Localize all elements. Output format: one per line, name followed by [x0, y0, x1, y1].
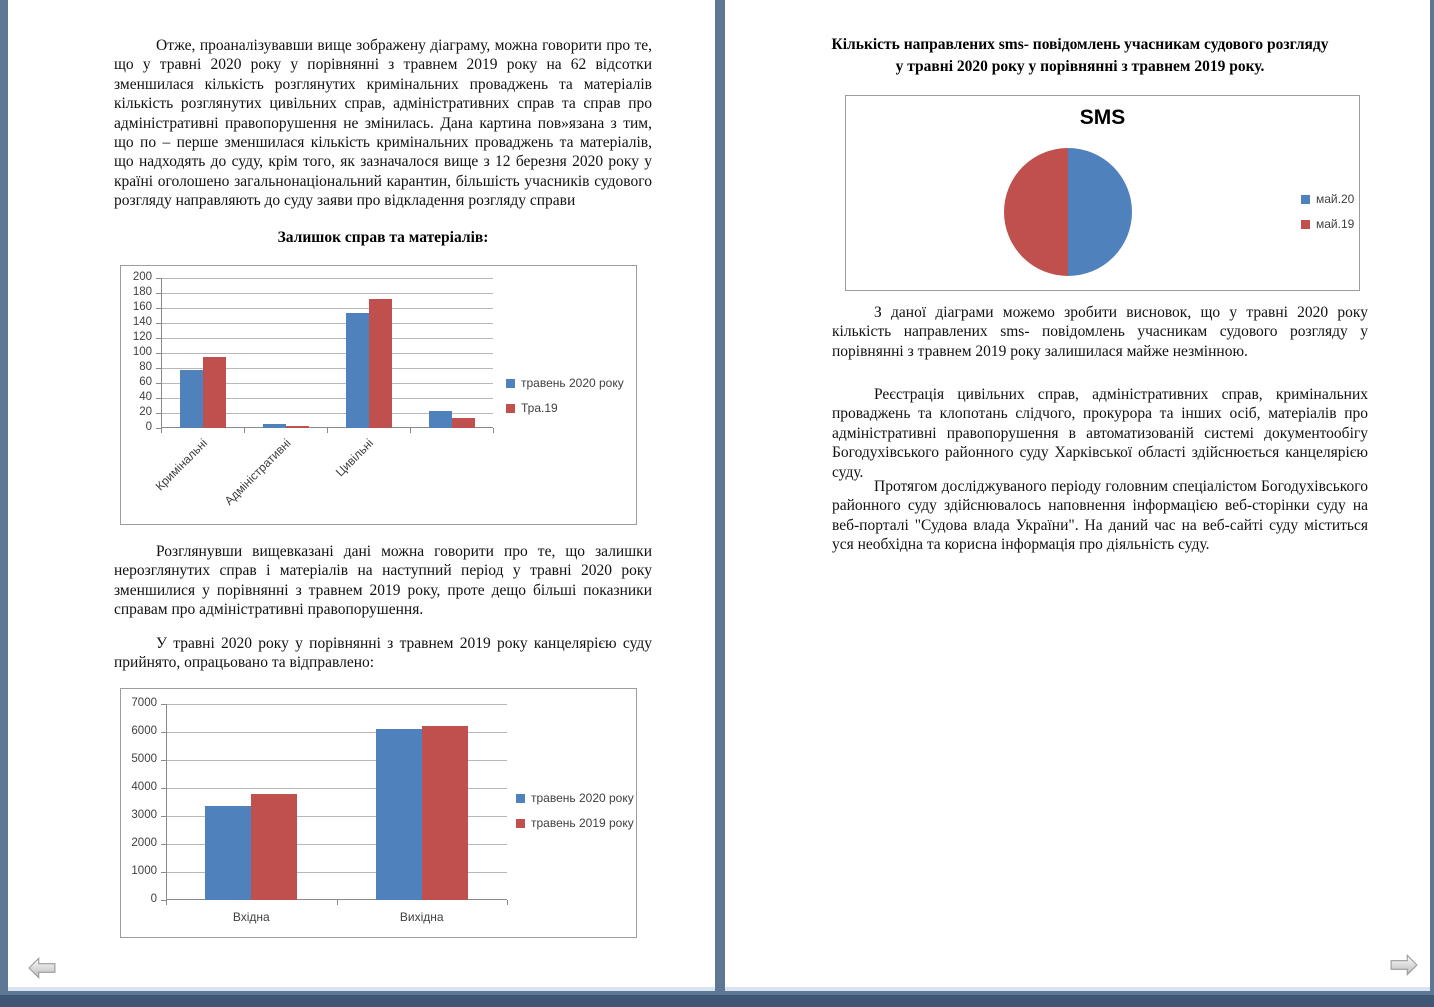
bar — [180, 370, 203, 429]
next-page-button[interactable] — [1390, 953, 1418, 977]
axis-tick — [244, 428, 245, 433]
legend-label: Тра.19 — [521, 401, 558, 415]
bar — [286, 426, 309, 428]
y-axis-label: 2000 — [131, 837, 157, 849]
legend-swatch — [1301, 220, 1310, 229]
legend-swatch — [506, 404, 515, 413]
bar-chart-cases-remainder — [120, 265, 637, 525]
legend-label: травень 2020 року — [531, 791, 634, 805]
paragraph-sms-conclusion: З даної діаграми можемо зробити висновок, що у травні 2020 року кількість направлених sms- повідомлень учасникам судового розгляду у порівнянні з травнем 2019 року залишилася майже незмінною. — [832, 304, 1368, 360]
bar — [422, 726, 468, 900]
paragraph-office-intro: У травні 2020 року у порівнянні з травнем 2019 року канцелярією суду прийнято, опрацьовано та відправлено: — [114, 635, 652, 672]
y-axis-label: 5000 — [131, 753, 157, 765]
bar — [369, 299, 392, 428]
y-axis-label: 3000 — [131, 809, 157, 821]
axis-tick — [410, 428, 411, 433]
legend-item — [1301, 192, 1354, 206]
y-axis-label: 6000 — [131, 725, 157, 737]
x-axis-label: Цивільні — [333, 436, 377, 480]
sms-heading-line1: Кількість направлених sms- повідомлень учасникам судового розгляду — [831, 36, 1329, 53]
x-axis-label: Вхідна — [232, 910, 270, 924]
y-axis-label: 60 — [139, 376, 152, 388]
legend-swatch — [506, 379, 515, 388]
x-axis-label: Кримінальні — [153, 436, 211, 494]
sms-heading-line2: у травні 2020 року у порівнянні з травнем 2019 року. — [895, 57, 1265, 75]
axis-tick — [166, 900, 167, 905]
y-axis-label: 40 — [139, 391, 152, 403]
y-axis-label: 0 — [150, 893, 157, 905]
pie-chart-sms — [845, 95, 1360, 291]
bar — [346, 313, 369, 429]
axis-tick — [161, 428, 162, 433]
y-axis-label: 160 — [132, 301, 152, 313]
bar — [205, 806, 251, 900]
y-axis-label: 0 — [145, 421, 152, 433]
legend-item — [516, 816, 634, 830]
y-axis-label: 120 — [132, 331, 152, 343]
y-axis-label: 200 — [132, 271, 152, 283]
legend-label: май.19 — [1316, 217, 1355, 231]
bar — [376, 729, 422, 900]
y-axis-label: 180 — [132, 286, 152, 298]
bar — [263, 424, 286, 428]
legend-item — [1301, 217, 1354, 231]
y-axis-label: 7000 — [131, 697, 157, 709]
legend-swatch — [516, 794, 525, 803]
legend-item — [516, 791, 634, 805]
y-axis-label: 1000 — [131, 865, 157, 877]
legend-label: травень 2020 року — [521, 376, 624, 390]
legend-swatch — [1301, 195, 1310, 204]
sms-heading — [810, 34, 1350, 77]
bar — [452, 418, 475, 429]
pie-circle — [1004, 148, 1132, 276]
legend — [1301, 192, 1354, 231]
y-axis-label: 20 — [139, 406, 152, 418]
legend-item — [506, 376, 624, 390]
y-axis-label: 4000 — [131, 781, 157, 793]
left-arrow-icon — [29, 958, 55, 977]
chart1-heading: Залишок справ та матеріалів: — [277, 229, 489, 246]
axis-tick — [327, 428, 328, 433]
legend-label: май.20 — [1316, 192, 1355, 206]
bar-chart-correspondence — [120, 688, 637, 938]
axis-tick — [507, 900, 508, 905]
right-arrow-icon — [1391, 955, 1417, 974]
bar — [251, 794, 297, 900]
chart-title: SMS — [1079, 106, 1126, 129]
legend — [506, 376, 624, 415]
paragraph-remainder-analysis: Розглянувши вищевказані дані можна говорити про те, що залишки нерозглянутих справ і матеріалів на наступний період у травні 2020 року зменшилися у порівнянні з травнем 2019 року, проте дещо більші показники справам про адміністративні правопорушення. — [114, 543, 652, 619]
previous-page-button[interactable] — [28, 956, 56, 980]
legend-item — [506, 401, 624, 415]
y-axis-label: 100 — [132, 346, 152, 358]
x-axis-label: Адміністративні — [221, 436, 294, 508]
window-bottom-bar — [0, 995, 1434, 1007]
bar — [203, 357, 226, 428]
page-right — [725, 0, 1430, 991]
paragraph-web-portal: Протягом досліджуваного періоду головним спеціалістом Богодухівського районного суду здійснювалось наповнення інформацією веб-сторінки суду на веб-порталі "Судова влада України". На даний час на веб-сайті суду міститься уся необхідна та корисна інформація про діяльність суду. — [832, 478, 1368, 554]
y-axis-label: 80 — [139, 361, 152, 373]
legend — [516, 791, 634, 830]
y-axis-label: 140 — [132, 316, 152, 328]
page-left — [8, 0, 715, 991]
axis-tick — [337, 900, 338, 905]
axis-tick — [493, 428, 494, 433]
x-axis-label: Вихідна — [399, 910, 444, 924]
bar — [429, 411, 452, 428]
legend-swatch — [516, 819, 525, 828]
paragraph-overview: Отже, проаналізувавши вище зображену діаграму, можна говорити про те, що у травні 2020 року у порівнянні з травнем 2019 року на 62 відсотки зменшилася кількість розглянутих кримінальних проваджень та матеріалів кількість розглянутих цивільних справ, адміністративних справ та справ про адміністративні правопорушення не змінилась. Дана картина пов»язана з тим, що по – перше зменшилася кількість кримінальних проваджень та матеріалів, що надходять до суду, крім того, як зазначалося вище з 12 березня 2020 року у країні оголошено загальнонаціональний карантин, більшість учасників судового розгляду направляють до суду заяви про відкладення розгляду справи — [114, 37, 652, 210]
paragraph-registration: Реєстрація цивільних справ, адміністративних справ, кримінальних проваджень та клопотань слідчого, прокурора та інших осіб, матеріалів про адміністративні правопорушення в автоматизованій системі документообігу Богодухівського районного суду Харківської області здійснюється канцелярією суду. — [832, 386, 1368, 481]
legend-label: травень 2019 року — [531, 816, 634, 830]
